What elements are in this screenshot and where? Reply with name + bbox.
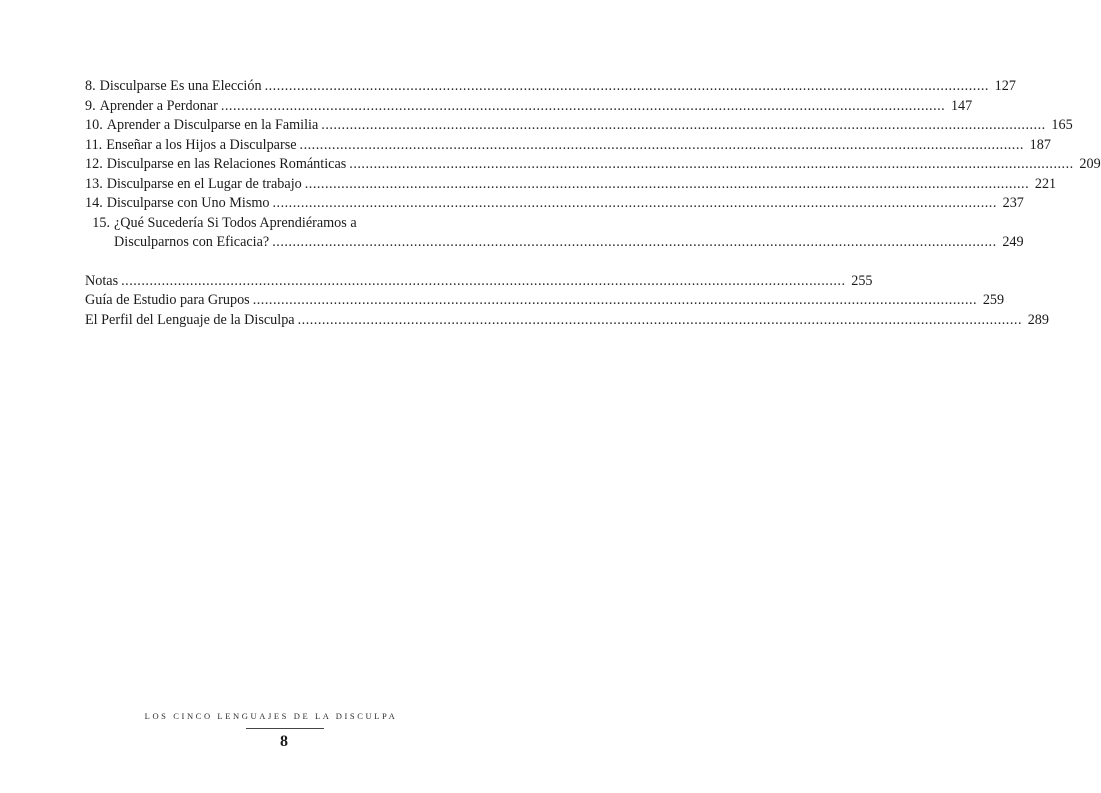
dot-leader [321, 116, 1045, 136]
section-gap [85, 253, 477, 272]
chapter-title: Enseñar a los Hijos a Disculparse [106, 136, 297, 153]
page-number: 237 [1002, 195, 1024, 211]
toc-entry-chapter-8 [85, 77, 1016, 97]
toc-entry-chapter-10 [85, 116, 1073, 136]
chapter-number: 10. [85, 117, 103, 133]
chapter-number: 12. [85, 156, 103, 172]
dot-leader [305, 175, 1029, 195]
dot-leader [298, 311, 1022, 331]
page-number: 221 [1034, 175, 1057, 192]
back-matter-title: Notas [85, 272, 119, 289]
toc-entry-chapter-14 [85, 194, 1024, 214]
dot-leader [272, 194, 996, 214]
chapter-title: Disculparse Es una Elección [99, 78, 262, 94]
chapter-title-continuation: Disculparnos con Eficacia? [114, 234, 270, 250]
page-number: 127 [994, 78, 1016, 94]
chapter-title: Aprender a Perdonar [99, 97, 218, 114]
dot-leader [272, 233, 996, 253]
toc-entry-chapter-15-line-1 [85, 214, 477, 234]
chapter-title: Disculparse en el Lugar de trabajo [106, 175, 302, 192]
folio-page-number: 8 [280, 733, 288, 750]
chapter-title: ¿Qué Sucedería Si Todos Aprendiéramos a [114, 214, 357, 231]
page-number: 187 [1029, 136, 1051, 153]
chapter-title: Aprender a Disculparse en la Familia [106, 117, 319, 133]
page-number: 147 [950, 97, 973, 114]
page-number: 259 [982, 292, 1005, 308]
dot-leader [221, 97, 945, 117]
toc-entry-apology-profile [85, 311, 1049, 331]
dot-leader [349, 155, 1073, 175]
toc-entry-chapter-11 [85, 136, 1051, 156]
chapter-number: 9. [85, 97, 96, 114]
toc-entry-chapter-13 [85, 175, 1057, 195]
chapter-title: Disculparse en las Relaciones Románticas [106, 156, 347, 172]
page-number: 165 [1051, 117, 1073, 133]
chapter-title: Disculparse con Uno Mismo [106, 195, 270, 211]
page-number: 249 [1002, 234, 1024, 250]
toc-entry-chapter-15-line-2 [85, 233, 1024, 253]
back-matter-title: El Perfil del Lenguaje de la Disculpa [85, 311, 295, 328]
toc-entry-study-guide [85, 291, 1005, 311]
chapter-number: 8. [85, 78, 96, 94]
dot-leader [121, 272, 845, 292]
chapter-number: 11. [85, 136, 103, 153]
table-of-contents [85, 77, 1101, 330]
chapter-number: 13. [85, 175, 103, 192]
page-number: 289 [1027, 311, 1049, 328]
chapter-number: 15. [92, 214, 110, 231]
dot-leader [300, 136, 1024, 156]
toc-entry-notas [85, 272, 873, 292]
dot-leader [253, 291, 977, 311]
footer-rule [246, 728, 324, 729]
chapter-number: 14. [85, 195, 103, 211]
dot-leader [265, 77, 989, 97]
toc-entry-chapter-12 [85, 155, 1101, 175]
page-number: 209 [1079, 156, 1101, 172]
toc-entry-chapter-9 [85, 97, 973, 117]
running-footer-title: LOS CINCO LENGUAJES DE LA DISCULPA [144, 711, 398, 721]
back-matter-title: Guía de Estudio para Grupos [85, 292, 250, 308]
page-number: 255 [851, 272, 873, 289]
